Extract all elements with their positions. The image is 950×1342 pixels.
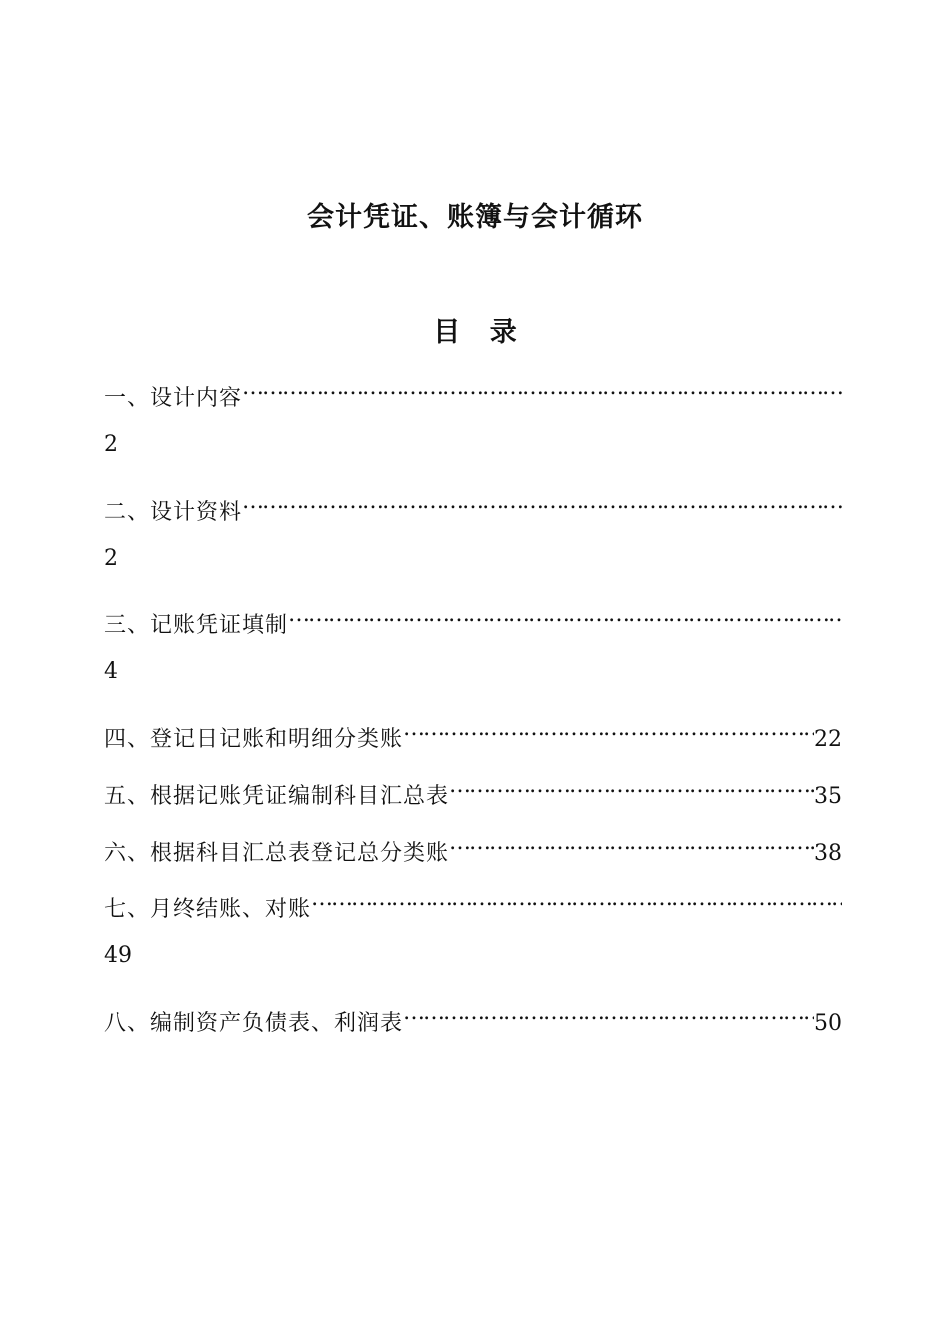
toc-entry-label: 二、设计资料 bbox=[104, 500, 243, 525]
toc-dot-leader bbox=[242, 371, 842, 405]
toc-dot-leader bbox=[449, 826, 814, 860]
toc-entry[interactable] bbox=[104, 371, 842, 411]
toc-entry[interactable] bbox=[104, 826, 842, 866]
toc-entry-page: 49 bbox=[104, 943, 132, 968]
toc-entry[interactable] bbox=[104, 882, 842, 922]
toc-entry-label: 四、登记日记账和明细分类账 bbox=[104, 727, 404, 752]
toc-entry[interactable] bbox=[104, 485, 842, 525]
toc-dot-leader bbox=[449, 769, 814, 803]
document-title: 会计凭证、账簿与会计循环 bbox=[307, 202, 643, 233]
toc-entry-page: 22 bbox=[814, 727, 842, 752]
toc-dot-leader bbox=[403, 996, 814, 1030]
toc-dot-leader bbox=[403, 712, 814, 746]
toc-entry[interactable] bbox=[104, 769, 842, 809]
toc-dot-leader bbox=[311, 882, 842, 916]
toc-entry-label: 六、根据科目汇总表登记总分类账 bbox=[104, 841, 450, 866]
toc-entry-page: 2 bbox=[104, 432, 118, 457]
toc-entry[interactable] bbox=[104, 996, 842, 1036]
toc-entry-label: 五、根据记账凭证编制科目汇总表 bbox=[104, 784, 450, 809]
toc-dot-leader bbox=[288, 598, 842, 632]
toc-entry-page: 4 bbox=[104, 659, 118, 684]
toc-heading: 目 录 bbox=[433, 317, 517, 348]
toc-entry-page: 50 bbox=[814, 1011, 842, 1036]
toc-entry-label: 一、设计内容 bbox=[104, 386, 243, 411]
toc-entry-page: 2 bbox=[104, 546, 118, 571]
toc-entry-page: 35 bbox=[814, 784, 842, 809]
toc-entry-label: 七、月终结账、对账 bbox=[104, 897, 312, 922]
toc-entry-label: 三、记账凭证填制 bbox=[104, 613, 289, 638]
toc-entry-label: 八、编制资产负债表、利润表 bbox=[104, 1011, 404, 1036]
toc-entry[interactable] bbox=[104, 712, 842, 752]
toc-dot-leader bbox=[242, 485, 842, 519]
toc-entry-page: 38 bbox=[814, 841, 842, 866]
toc-entry[interactable] bbox=[104, 598, 842, 638]
